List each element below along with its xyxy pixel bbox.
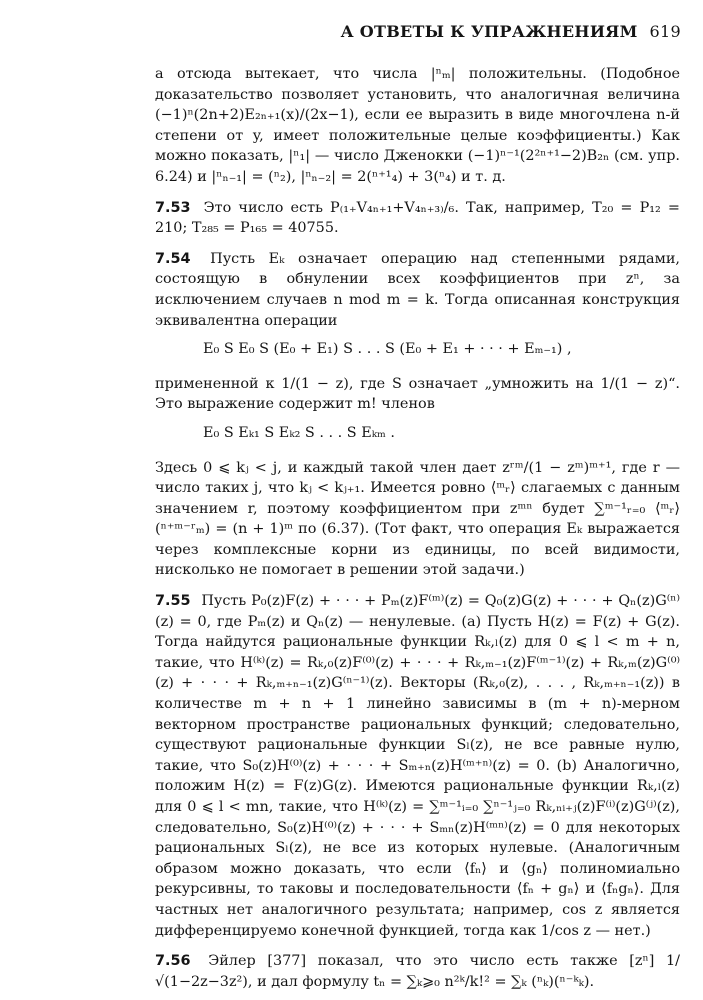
exercise-7-54-p2: примененной к 1/(1 − z), где S означает „умножить на 1/(1 − z)“. Это выражение содержит m! членов [155, 375, 680, 413]
exercise-7-53 [155, 198, 680, 239]
exercise-number: 7.53 [155, 199, 191, 216]
exercise-text: Эйлер [377] показал, что это число есть также [zⁿ] 1/√(1−2z−3z²), и дал формулу tₙ = ∑ₖ⩾₀ n²ᵏ/k!² = ∑ₖ (ⁿₖ)(ⁿ⁻ᵏₖ). [155, 953, 680, 990]
exercise-number: 7.55 [155, 593, 191, 610]
exercise-number: 7.54 [155, 250, 191, 267]
exercise-7-56 [155, 951, 680, 992]
exercise-number: 7.56 [155, 953, 191, 970]
exercise-7-55 [155, 591, 680, 941]
display-formula-2: E₀ S Eₖ₁ S Eₖ₂ S . . . S Eₖₘ . [203, 424, 395, 441]
display-formula-1: E₀ S E₀ S (E₀ + E₁) S . . . S (E₀ + E₁ + · · · + Eₘ₋₁) , [203, 341, 572, 358]
page-number: 619 [649, 22, 681, 41]
exercise-text: Это число есть P₍₁₊V₄ₙ₊₁+V₄ₙ₊₃₎/₆. Так, например, T₂₀ = P₁₂ = 210; T₂₈₅ = P₁₆₅ = 40755. [155, 199, 680, 237]
exercise-text: Пусть P₀(z)F(z) + · · · + Pₘ(z)F⁽ᵐ⁾(z) = Q₀(z)G(z) + · · · + Qₙ(z)G⁽ⁿ⁾(z) = 0, где Pₘ(z) и Qₙ(z) — ненулевые. (a) Пусть H(z) = F(z) + G(z). Тогда найдутся рациональные функции Rₖ,ₗ(z) для 0 ⩽ l < m + n, такие, что H⁽ᵏ⁾(z) = Rₖ,₀(z)F⁽⁰⁾(z) + · · · + Rₖ,ₘ₋₁(z)F⁽ᵐ⁻¹⁾(z) + Rₖ,ₘ(z)G⁽⁰⁾(z) + · · · + Rₖ,ₘ₊ₙ₋₁(z)G⁽ⁿ⁻¹⁾(z). Векторы (Rₖ,₀(z), . . . , Rₖ,ₘ₊ₙ₋₁(z)) в количестве m + n + 1 линейно зависимы в (m + n)-мерном векторном пространстве рациональных функций; следовательно, существуют рациональные функции Sₗ(z), не все равные нулю, такие, что S₀(z)H⁽⁰⁾(z) + · · · + Sₘ₊ₙ(z)H⁽ᵐ⁺ⁿ⁾(z) = 0. (b) Аналогично, положим H(z) = F(z)G(z). Имеются рациональные функции Rₖ,ₗ(z) для 0 ⩽ l < mn, такие, что H⁽ᵏ⁾(z) = ∑ᵐ⁻¹ᵢ₌₀ ∑ⁿ⁻¹ⱼ₌₀ Rₖ,ₙᵢ₊ⱼ(z)F⁽ⁱ⁾(z)G⁽ʲ⁾(z), следовательно, S₀(z)H⁽⁰⁾(z) + · · · + Sₘₙ(z)H⁽ᵐⁿ⁾(z) = 0 для некоторых рациональных Sₗ(z), не все из которых нулевые. (Аналогичным образом можно доказать, что если ⟨fₙ⟩ и ⟨gₙ⟩ полиномиально рекурсивны, то таковы и последовательности ⟨fₙ + gₙ⟩ и ⟨fₙgₙ⟩. Для частных нет аналогичного результата; например, cos z является дифференцируемо конечной функцией, тогда как 1/cos z — нет.) [155, 593, 680, 939]
exercise-7-54-p1 [155, 249, 680, 331]
running-header [150, 22, 681, 41]
exercise-7-54 [155, 249, 680, 581]
exercise-text: Пусть Eₖ означает операцию над степенными рядами, состоящую в обнулении всех коэффициентов при zⁿ, за исключением случаев n mod m = k. Тогда описанная конструкция эквивалентна операции [155, 250, 680, 329]
chapter-title: А ОТВЕТЫ К УПРАЖНЕНИЯМ [340, 22, 638, 41]
exercise-7-54-p3: Здесь 0 ⩽ kⱼ < j, и каждый такой член дает zʳᵐ/(1 − zᵐ)ᵐ⁺¹, где r — число таких j, что kⱼ < kⱼ₊₁. Имеется ровно ⟨ᵐᵣ⟩ слагаемых с данным значением r, поэтому коэффициентом при zᵐⁿ будет ∑ᵐ⁻¹ᵣ₌₀ ⟨ᵐᵣ⟩(ⁿ⁺ᵐ⁻ʳₘ) = (n + 1)ᵐ по (6.37). (Тот факт, что операция Eₖ выражается через комплексные корни из единицы, по всей видимости, нисколько не помогает в решении этой задачи.) [155, 459, 680, 579]
page-body [155, 64, 680, 992]
intro-paragraph: а отсюда вытекает, что числа |ⁿₘ| положительны. (Подобное доказательство позволяет установить, что аналогичная величина (−1)ⁿ(2n+2)E₂ₙ₊₁(x)/(2x−1), если ее выразить в виде многочлена n-й степени от y, имеет положительные целые коэффициенты.) Как можно показать, |ⁿ₁| — число Дженокки (−1)ⁿ⁻¹(2²ⁿ⁺¹−2)B₂ₙ (см. упр. 6.24) и |ⁿₙ₋₁| = (ⁿ₂), |ⁿₙ₋₂| = 2(ⁿ⁺¹₄) + 3(ⁿ₄) и т. д. [155, 66, 680, 185]
